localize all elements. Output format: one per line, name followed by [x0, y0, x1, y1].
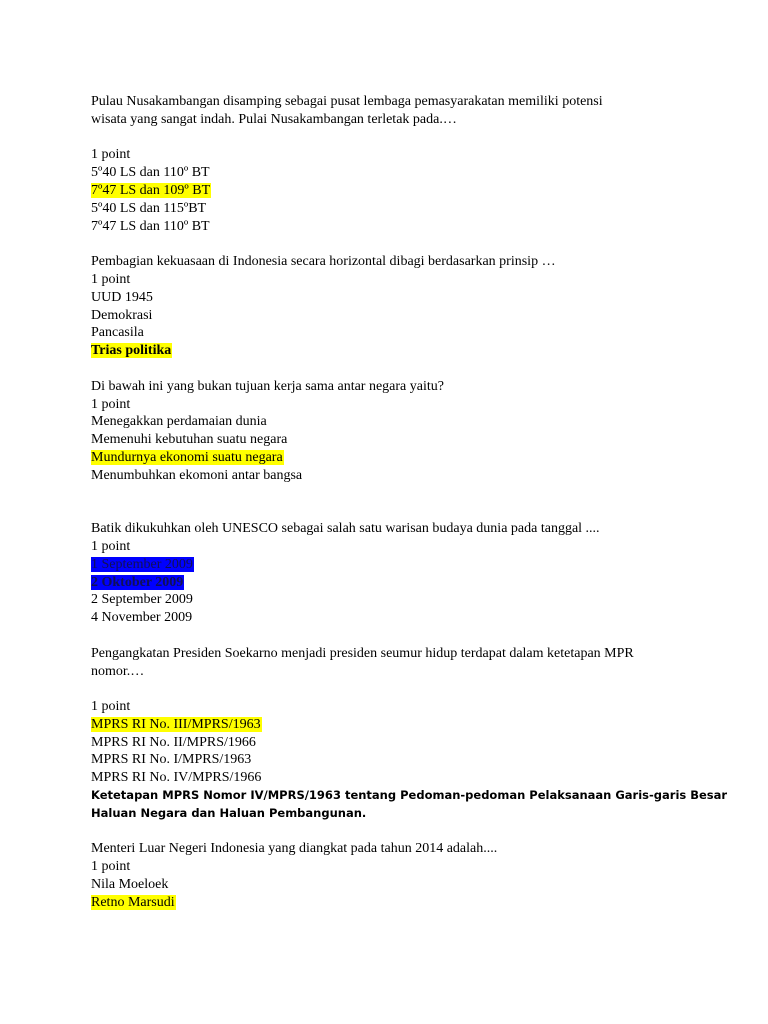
question-5-option-1-answer: MPRS RI No. III/MPRS/1963 — [91, 716, 261, 732]
question-4-option-4: 4 November 2009 — [91, 610, 193, 626]
question-1-text-line-2: wisata yang sangat indah. Pulai Nusakambangan terletak pada.… — [91, 111, 457, 127]
question-6 — [91, 840, 711, 911]
question-5-option-3: MPRS RI No. I/MPRS/1963 — [91, 752, 252, 768]
question-6-option-1: Nila Moeloek — [91, 877, 169, 893]
question-5-explanation-line-1: Ketetapan MPRS Nomor IV/MPRS/1963 tentang Pedoman-pedoman Pelaksanaan Garis-garis Besar — [91, 788, 728, 803]
question-1 — [91, 93, 711, 235]
question-6-option-2-answer: Retno Marsudi — [91, 894, 175, 910]
question-1-option-4: 7º47 LS dan 110º BT — [91, 218, 210, 234]
question-4-points: 1 point — [91, 538, 131, 554]
question-2-option-4-answer: Trias politika — [91, 343, 172, 359]
question-4 — [91, 520, 711, 627]
question-5-explanation-line-2: Haluan Negara dan Haluan Pembangunan. — [91, 805, 367, 820]
question-3-points: 1 point — [91, 396, 131, 412]
question-5-text-line-1: Pengangkatan Presiden Soekarno menjadi presiden seumur hidup terdapat dalam ketetapan MPR — [91, 645, 634, 661]
question-4-option-2-highlighted: 2 Oktober 2009 — [91, 574, 184, 590]
question-1-points: 1 point — [91, 147, 131, 163]
question-3-text: Di bawah ini yang bukan tujuan kerja sama antar negara yaitu? — [91, 378, 444, 394]
question-2-option-3: Pancasila — [91, 325, 144, 341]
question-5-points: 1 point — [91, 699, 131, 715]
question-1-option-3: 5º40 LS dan 115ºBT — [91, 200, 207, 216]
question-5-option-2: MPRS RI No. II/MPRS/1966 — [91, 734, 256, 750]
question-3-option-4: Menumbuhkan ekomoni antar bangsa — [91, 467, 303, 483]
question-4-text: Batik dikukuhkan oleh UNESCO sebagai salah satu warisan budaya dunia pada tanggal .... — [91, 521, 600, 537]
question-3-option-1: Menegakkan perdamaian dunia — [91, 414, 267, 430]
question-2-text: Pembagian kekuasaan di Indonesia secara horizontal dibagi berdasarkan prinsip … — [91, 254, 556, 270]
question-1-text-line-1: Pulau Nusakambangan disamping sebagai pusat lembaga pemasyarakatan memiliki potensi — [91, 94, 603, 109]
question-3-option-2: Memenuhi kebutuhan suatu negara — [91, 432, 288, 448]
question-6-text: Menteri Luar Negeri Indonesia yang diangkat pada tahun 2014 adalah.... — [91, 841, 498, 857]
question-2 — [91, 253, 711, 360]
question-2-option-1: UUD 1945 — [91, 289, 153, 305]
question-5 — [91, 645, 728, 823]
question-4-option-3: 2 September 2009 — [91, 592, 193, 608]
question-2-option-2: Demokrasi — [91, 307, 153, 323]
document-body — [91, 93, 728, 912]
question-3 — [91, 378, 711, 485]
question-3-option-3-answer: Mundurnya ekonomi suatu negara — [91, 449, 283, 465]
question-5-option-4: MPRS RI No. IV/MPRS/1966 — [91, 770, 262, 786]
question-6-points: 1 point — [91, 859, 131, 875]
question-1-option-2-answer: 7º47 LS dan 109º BT — [91, 182, 211, 198]
question-4-option-1-highlighted: 1 September 2009 — [91, 556, 193, 572]
question-1-option-1: 5º40 LS dan 110º BT — [91, 165, 210, 181]
question-2-points: 1 point — [91, 271, 131, 287]
question-5-text-line-2: nomor.… — [91, 663, 145, 679]
